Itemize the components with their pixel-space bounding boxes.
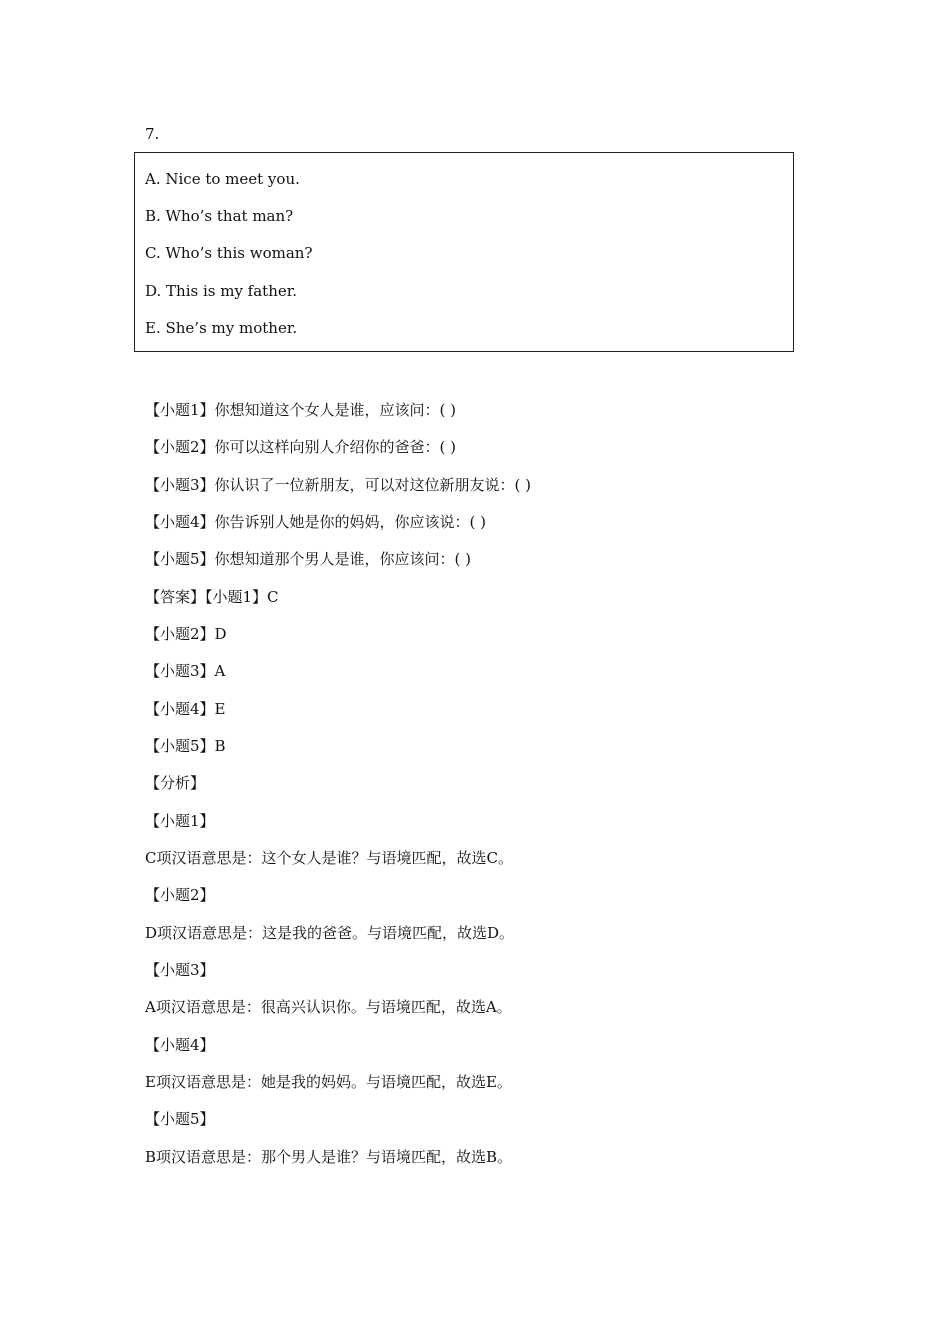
option-b: B. Who’s that man? [145,207,294,225]
answer-line-1: 【答案】【小题1】C [145,588,279,606]
answer-line-4: 【小题4】E [145,700,226,718]
analysis-label-1: 【小题1】 [145,812,215,830]
question-number: 7. [145,125,160,143]
analysis-text-1: C项汉语意思是：这个女人是谁？与语境匹配，故选C。 [145,849,513,867]
sub-question-4: 【小题4】你告诉别人她是你的妈妈，你应该说：( ) [145,513,487,531]
analysis-text-4: E项汉语意思是：她是我的妈妈。与语境匹配，故选E。 [145,1073,512,1091]
option-a: A. Nice to meet you. [145,170,300,188]
answer-line-5: 【小题5】B [145,737,226,755]
sub-question-2: 【小题2】你可以这样向别人介绍你的爸爸：( ) [145,438,457,456]
options-box [134,152,794,352]
analysis-label-2: 【小题2】 [145,886,215,904]
sub-question-3: 【小题3】你认识了一位新朋友，可以对这位新朋友说：( ) [145,476,532,494]
analysis-label-3: 【小题3】 [145,961,215,979]
analysis-text-5: B项汉语意思是：那个男人是谁？与语境匹配，故选B。 [145,1148,513,1166]
analysis-text-2: D项汉语意思是：这是我的爸爸。与语境匹配，故选D。 [145,924,515,942]
analysis-label-5: 【小题5】 [145,1110,215,1128]
answer-line-2: 【小题2】D [145,625,227,643]
analysis-label-4: 【小题4】 [145,1036,215,1054]
option-c: C. Who’s this woman? [145,244,313,262]
option-d: D. This is my father. [145,282,298,300]
answer-line-3: 【小题3】A [145,662,226,680]
sub-question-5: 【小题5】你想知道那个男人是谁，你应该问：( ) [145,550,472,568]
option-e: E. She’s my mother. [145,319,298,337]
analysis-text-3: A项汉语意思是：很高兴认识你。与语境匹配，故选A。 [145,998,512,1016]
analysis-heading: 【分析】 [145,774,206,792]
sub-question-1: 【小题1】你想知道这个女人是谁，应该问：( ) [145,401,457,419]
